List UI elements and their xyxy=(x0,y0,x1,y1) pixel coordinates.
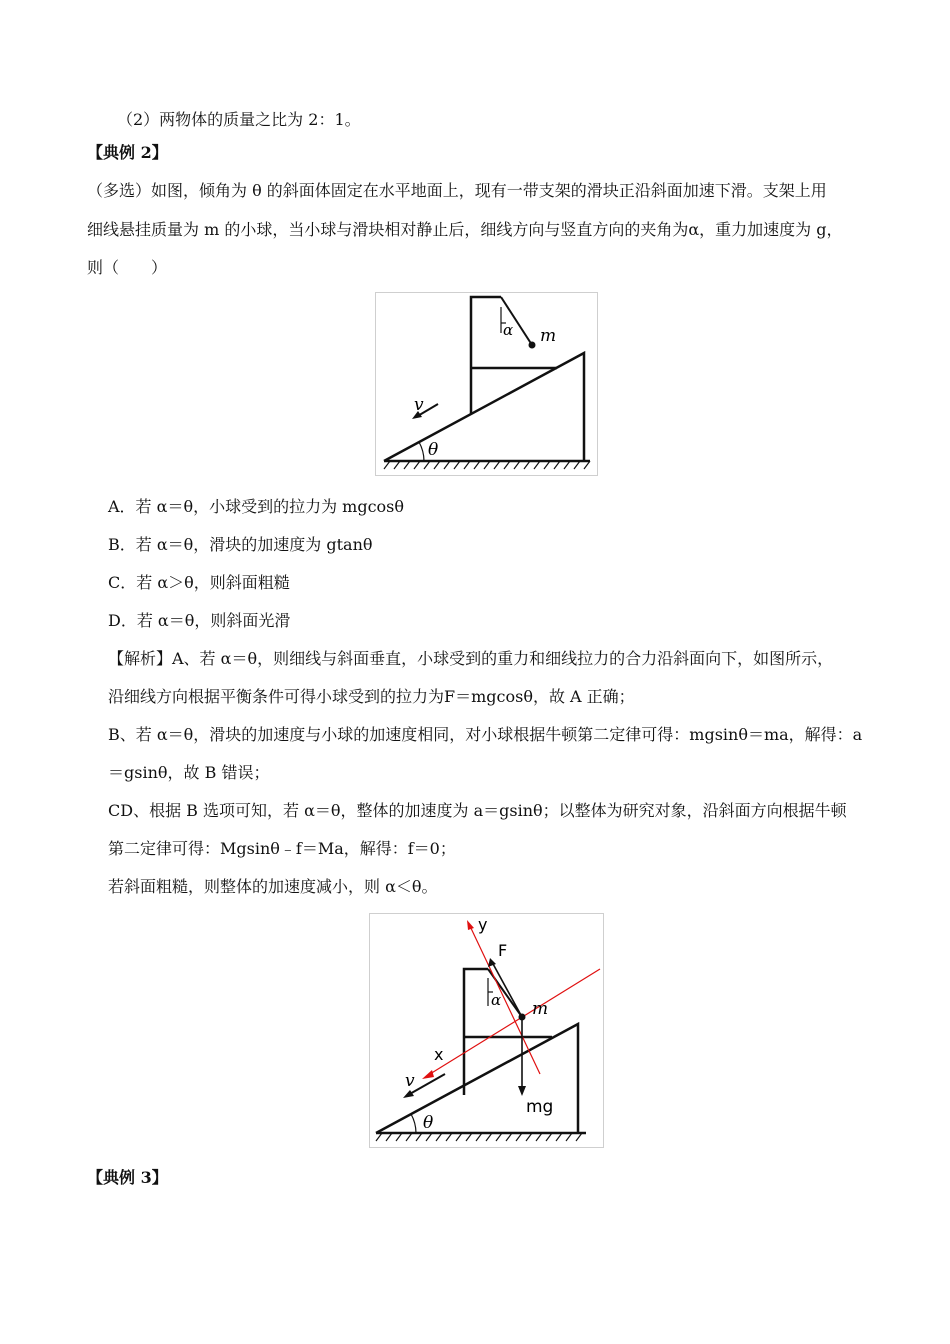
analysis-line-2: 沿细线方向根据平衡条件可得小球受到的拉力为F＝mgcosθ，故 A 正确； xyxy=(108,687,635,706)
analysis-line-7: 若斜面粗糙，则整体的加速度减小，则 α＜θ。 xyxy=(108,877,438,896)
analysis-line-1: 【解析】A、若 α＝θ，则细线与斜面垂直，小球受到的重力和细线拉力的合力沿斜面向下，如图所示， xyxy=(108,649,834,668)
theta-label: θ xyxy=(428,440,439,460)
question-line-3: 则（ ） xyxy=(87,258,168,277)
analysis-line-6: 第二定律可得：Mgsinθ﹣f＝Ma，解得：f＝0； xyxy=(108,839,456,858)
velocity-label: v xyxy=(405,1071,415,1091)
option-c: C．若 α＞θ，则斜面粗糙 xyxy=(108,573,290,592)
theta-label: θ xyxy=(423,1113,434,1133)
option-b: B．若 α＝θ，滑块的加速度为 gtanθ xyxy=(108,535,373,554)
analysis-line-4: ＝gsinθ，故 B 错误； xyxy=(108,763,270,782)
y-axis-label: y xyxy=(478,915,488,934)
velocity-label: v xyxy=(414,395,424,415)
alpha-label: α xyxy=(503,321,514,339)
analysis-line-5: CD、根据 B 选项可知，若 α＝θ，整体的加速度为 a＝gsinθ；以整体为研究对象，沿斜面方向根据牛顿 xyxy=(108,801,847,820)
figure-incline-slider xyxy=(375,292,598,476)
mass-label: m xyxy=(532,999,549,1019)
mass-label: m xyxy=(540,326,557,346)
question-line-1: （多选）如图，倾角为 θ 的斜面体固定在水平地面上，现有一带支架的滑块正沿斜面加速下滑。支架上用 xyxy=(87,181,827,200)
gravity-mg-label: mg xyxy=(526,1097,554,1117)
x-axis-label: x xyxy=(434,1045,444,1064)
alpha-label: α xyxy=(491,991,502,1009)
figure-force-analysis xyxy=(369,913,604,1148)
force-f-label: F xyxy=(498,941,508,960)
answer-line: （2）两物体的质量之比为 2：1。 xyxy=(117,110,361,129)
option-d: D．若 α＝θ，则斜面光滑 xyxy=(108,611,291,630)
option-a: A．若 α＝θ，小球受到的拉力为 mgcosθ xyxy=(108,497,405,516)
question-line-2: 细线悬挂质量为 m 的小球，当小球与滑块相对静止后，细线方向与竖直方向的夹角为α，重力加速度为 g， xyxy=(87,220,843,239)
example-3-heading: 【典例 3】 xyxy=(87,1168,168,1187)
analysis-line-3: B、若 α＝θ，滑块的加速度与小球的加速度相同，对小球根据牛顿第二定律可得：mgsinθ＝ma，解得：a xyxy=(108,725,863,744)
example-2-heading: 【典例 2】 xyxy=(87,143,168,162)
